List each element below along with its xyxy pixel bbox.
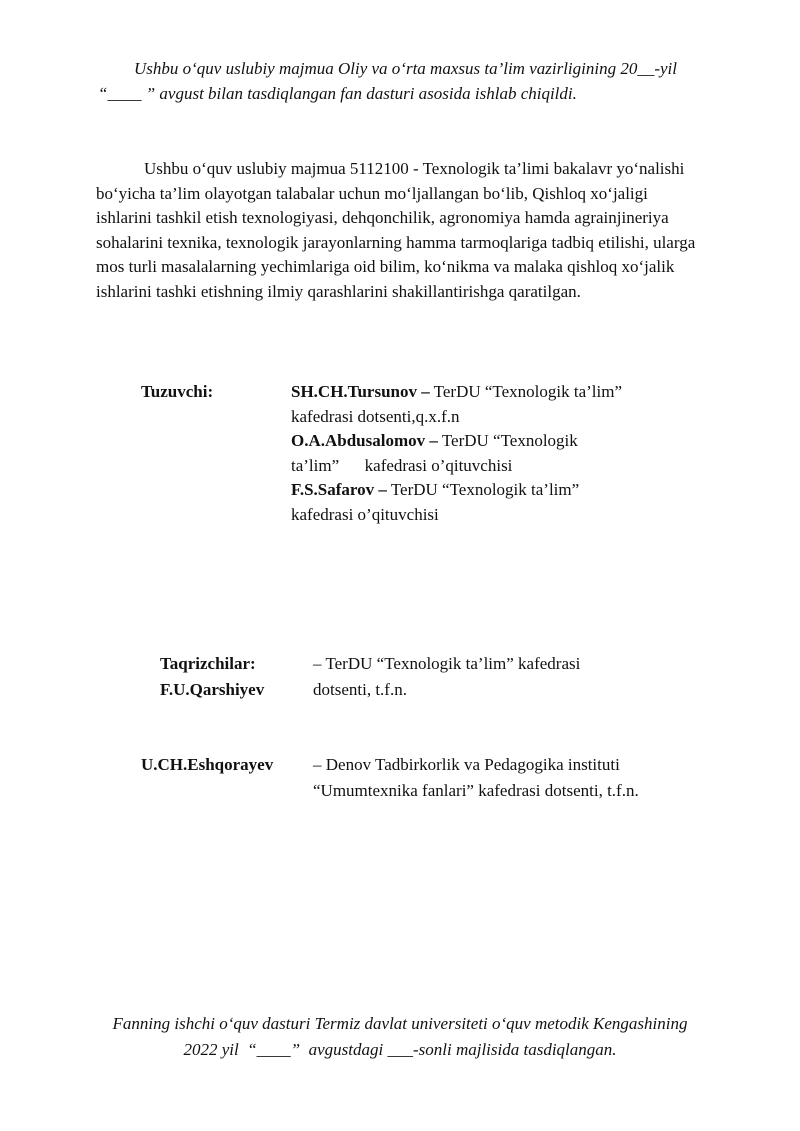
author-position: kafedrasi o’qituvchisi bbox=[291, 504, 439, 524]
reviewers-heading bbox=[160, 651, 264, 703]
intro-paragraph bbox=[98, 56, 762, 106]
purpose-paragraph bbox=[96, 157, 762, 305]
purpose-line: sohalarini texnika, texnologik jarayonlarning hamma tarmoqlariga tadbiq etilishi, ularga bbox=[96, 232, 696, 252]
author-position: kafedrasi dotsenti,q.x.f.n bbox=[291, 406, 460, 426]
intro-line: “____ ” avgust bilan tasdiqlangan fan dasturi asosida ishlab chiqildi. bbox=[98, 84, 577, 103]
reviewer-name: F.U.Qarshiyev bbox=[160, 680, 265, 699]
approval-note bbox=[60, 1011, 740, 1063]
reviewer-position: dotsenti, t.f.n. bbox=[313, 680, 407, 699]
compilers-list bbox=[291, 380, 691, 527]
author-affiliation: TerDU “Texnologik ta’lim” bbox=[386, 480, 580, 499]
reviewer-position: “Umumtexnika fanlari” kafedrasi dotsenti, t.f.n. bbox=[313, 781, 639, 800]
approval-line: 2022 yil “____” avgustdagi ___-sonli majlisida tasdiqlangan. bbox=[183, 1040, 617, 1059]
author-entry bbox=[291, 478, 691, 503]
purpose-line: Ushbu o‘quv uslubiy majmua 5112100 - Texnologik ta’limi bakalavr yo‘nalishi bbox=[144, 159, 685, 178]
author-entry bbox=[291, 429, 691, 454]
purpose-line: ishlarini tashki etishning ilmiy qarashlarini shakillantirishga qaratilgan. bbox=[96, 281, 581, 301]
reviewer-name: U.CH.Eshqorayev bbox=[141, 755, 274, 774]
author-name: O.A.Abdusalomov – bbox=[291, 431, 438, 450]
purpose-line: bo‘yicha ta’lim olayotgan talabalar uchun mo‘ljallangan bo‘lib, Qishloq xo‘jaligi bbox=[96, 183, 648, 203]
author-affiliation: TerDU “Texnologik bbox=[437, 431, 578, 450]
approval-line: Fanning ishchi o‘quv dasturi Termiz davlat universiteti o‘quv metodik Kengashining bbox=[112, 1014, 688, 1033]
reviewers-label: Taqrizchilar: bbox=[160, 654, 256, 673]
author-affiliation: TerDU “Texnologik ta’lim” bbox=[429, 382, 623, 401]
intro-line: Ushbu o‘quv uslubiy majmua Oliy va o‘rta maxsus ta’lim vazirligining 20__-yil bbox=[134, 59, 678, 78]
reviewer-details bbox=[313, 752, 639, 804]
author-entry bbox=[291, 380, 691, 405]
reviewer-affiliation: – Denov Tadbirkorlik va Pedagogika instituti bbox=[313, 755, 620, 774]
reviewer-details bbox=[313, 651, 580, 703]
author-position: ta’lim” kafedrasi o’qituvchisi bbox=[291, 455, 513, 475]
author-name: F.S.Safarov – bbox=[291, 480, 387, 499]
compilers-label: Tuzuvchi: bbox=[141, 382, 214, 401]
reviewer-affiliation: – TerDU “Texnologik ta’lim” kafedrasi bbox=[313, 654, 581, 673]
purpose-line: mos turli masalalarning yechimlariga oid bilim, ko‘nikma va malaka qishloq xo‘jalik bbox=[96, 257, 675, 277]
author-name: SH.CH.Tursunov – bbox=[291, 382, 430, 401]
purpose-line: ishlarini tashkil etish texnologiyasi, dehqonchilik, agronomiya hamda agrainjineriya bbox=[96, 208, 669, 228]
